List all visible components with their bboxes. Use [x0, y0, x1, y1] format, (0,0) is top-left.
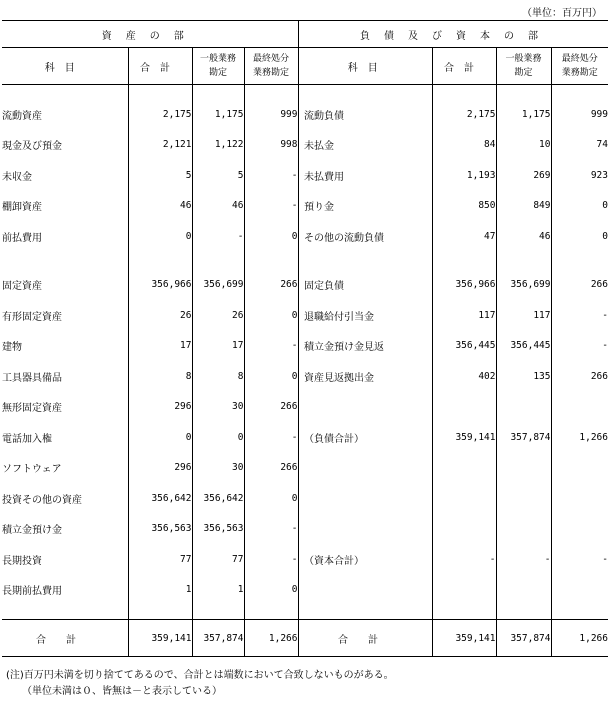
liabilities-total: 356,445 [432, 331, 496, 362]
liabilities-general: - [496, 544, 551, 575]
liabilities-total [432, 392, 496, 423]
assets-general: 77 [192, 544, 244, 575]
liabilities-total: - [432, 544, 496, 575]
liabilities-total: 117 [432, 300, 496, 331]
liab-grand-total: 359,141 [432, 620, 496, 657]
liabilities-label: 固定負債 [304, 281, 344, 293]
assets-final: 266 [244, 270, 298, 301]
liabilities-final: 1,266 [551, 422, 608, 453]
assets-total: 356,966 [128, 270, 192, 301]
assets-general: 26 [192, 300, 244, 331]
assets-total: 8 [128, 361, 192, 392]
assets-total: 26 [128, 300, 192, 331]
assets-general: 356,699 [192, 270, 244, 301]
liab-total-header: 合計 [444, 62, 484, 74]
assets-total: 0 [128, 221, 192, 252]
liabilities-label [304, 514, 432, 545]
assets-final: 0 [244, 483, 298, 514]
assets-total: 2,121 [128, 130, 192, 161]
assets-general: 17 [192, 331, 244, 362]
liabilities-general [496, 453, 551, 484]
liab-general-header-2: 勘定 [514, 68, 533, 78]
balance-sheet-table [2, 20, 608, 657]
liabilities-label: 未払費用 [304, 171, 344, 183]
assets-label: 長期前払費用 [2, 586, 62, 598]
liabilities-total: 402 [432, 361, 496, 392]
assets-label: 工具器具備品 [2, 372, 62, 384]
column-header-row [2, 48, 608, 85]
assets-general: - [192, 221, 244, 252]
liabilities-final [551, 575, 608, 606]
assets-subject-header: 科目 [44, 62, 85, 74]
assets-final: 0 [244, 300, 298, 331]
assets-final: - [244, 514, 298, 545]
liabilities-label: 退職給付引当金 [304, 311, 374, 323]
spacer-row [2, 605, 608, 620]
liabilities-general: 849 [496, 191, 551, 222]
liabilities-total [432, 575, 496, 606]
liabilities-final: - [551, 300, 608, 331]
liabilities-final [551, 483, 608, 514]
liabilities-final: - [551, 331, 608, 362]
table-row [2, 392, 608, 423]
assets-label: 流動資産 [2, 110, 42, 122]
liabilities-label [304, 392, 432, 423]
assets-final: - [244, 422, 298, 453]
liabilities-general [496, 514, 551, 545]
liab-final-header-2: 業務勘定 [561, 68, 598, 78]
assets-general: 1,122 [192, 130, 244, 161]
assets-general: 46 [192, 191, 244, 222]
liabilities-final [551, 514, 608, 545]
liabilities-total: 850 [432, 191, 496, 222]
liabilities-total [432, 453, 496, 484]
assets-label: 現金及び預金 [2, 141, 62, 153]
liab-total-label: 合計 [304, 620, 432, 657]
assets-general: 356,642 [192, 483, 244, 514]
table-row [2, 483, 608, 514]
liabilities-general: 357,874 [496, 422, 551, 453]
assets-label: 投資その他の資産 [2, 494, 82, 506]
liabilities-total: 1,193 [432, 160, 496, 191]
assets-label: 前払費用 [2, 232, 42, 244]
assets-total: 296 [128, 453, 192, 484]
assets-general: 356,563 [192, 514, 244, 545]
liabilities-general: 356,699 [496, 270, 551, 301]
liabilities-label: 預り金 [304, 202, 334, 214]
assets-label: ソフトウェア [2, 464, 62, 476]
liabilities-label: （資本合計） [304, 555, 364, 567]
liabilities-label: 積立金預け金見返 [304, 342, 384, 354]
liabilities-label: 未払金 [304, 141, 334, 153]
liabilities-label [304, 453, 432, 484]
assets-total: 46 [128, 191, 192, 222]
liabilities-general: 10 [496, 130, 551, 161]
liabilities-general: 135 [496, 361, 551, 392]
liabilities-final: 74 [551, 130, 608, 161]
liabilities-total: 47 [432, 221, 496, 252]
liab-general-header-1: 一般業務 [505, 54, 542, 64]
table-row [2, 544, 608, 575]
liabilities-total: 356,966 [432, 270, 496, 301]
assets-label: 電話加入権 [2, 433, 52, 445]
liab-grand-general: 357,874 [496, 620, 551, 657]
table-row [2, 361, 608, 392]
assets-total: 0 [128, 422, 192, 453]
liabilities-final: - [551, 544, 608, 575]
footnote-line-1: (注)百万円未満を切り捨ててあるので、合計とは端数において合致しないものがある。 [6, 670, 394, 681]
assets-label: 固定資産 [2, 281, 42, 293]
assets-label: 長期投資 [2, 555, 42, 567]
assets-total: 356,642 [128, 483, 192, 514]
spacer-row [2, 85, 608, 100]
table-row [2, 300, 608, 331]
assets-final-header-2: 業務勘定 [252, 68, 289, 78]
footnote [6, 668, 394, 700]
liabilities-final: 0 [551, 191, 608, 222]
liab-subject-header: 科目 [347, 62, 388, 74]
liab-final-header-1: 最終処分 [561, 54, 598, 64]
liabilities-final: 266 [551, 270, 608, 301]
liabilities-label: （負債合計） [304, 433, 364, 445]
assets-total: 296 [128, 392, 192, 423]
assets-grand-final: 1,266 [244, 620, 298, 657]
table-row [2, 130, 608, 161]
table-row [2, 191, 608, 222]
liabilities-final: 999 [551, 99, 608, 130]
assets-label: 未収金 [2, 171, 32, 183]
gap-row [2, 252, 608, 270]
assets-general: 1,175 [192, 99, 244, 130]
assets-total: 1 [128, 575, 192, 606]
assets-total: 17 [128, 331, 192, 362]
assets-general: 0 [192, 422, 244, 453]
assets-label: 無形固定資産 [2, 403, 62, 415]
grand-total-row [2, 620, 608, 657]
liabilities-final [551, 392, 608, 423]
table-row [2, 331, 608, 362]
liabilities-final: 266 [551, 361, 608, 392]
assets-final: - [244, 331, 298, 362]
table-row [2, 575, 608, 606]
liabilities-general [496, 575, 551, 606]
liabilities-total: 2,175 [432, 99, 496, 130]
assets-general: 30 [192, 392, 244, 423]
assets-final: 0 [244, 575, 298, 606]
liabilities-label: 資産見返拠出金 [304, 372, 374, 384]
assets-final: 266 [244, 392, 298, 423]
table-body [2, 85, 608, 620]
assets-final: - [244, 160, 298, 191]
table-row [2, 160, 608, 191]
liabilities-general: 356,445 [496, 331, 551, 362]
assets-section-header: 資産の部 [2, 21, 298, 48]
assets-final: 0 [244, 361, 298, 392]
table-row [2, 422, 608, 453]
assets-grand-general: 357,874 [192, 620, 244, 657]
liabilities-section-header: 負債及び資本の部 [304, 21, 608, 48]
assets-general-header-2: 勘定 [208, 68, 227, 78]
assets-label: 積立金預け金 [2, 525, 62, 537]
assets-final: - [244, 544, 298, 575]
assets-final: 999 [244, 99, 298, 130]
liabilities-general [496, 483, 551, 514]
assets-label: 棚卸資産 [2, 202, 42, 214]
assets-label: 建物 [2, 342, 22, 354]
liabilities-general: 46 [496, 221, 551, 252]
table-row [2, 453, 608, 484]
table-row [2, 99, 608, 130]
assets-final-header-1: 最終処分 [252, 54, 289, 64]
assets-final: - [244, 191, 298, 222]
assets-label: 有形固定資産 [2, 311, 62, 323]
assets-final: 266 [244, 453, 298, 484]
liabilities-general: 117 [496, 300, 551, 331]
table-row [2, 221, 608, 252]
assets-general: 30 [192, 453, 244, 484]
liabilities-total: 359,141 [432, 422, 496, 453]
assets-total: 2,175 [128, 99, 192, 130]
liabilities-final [551, 453, 608, 484]
assets-grand-total: 359,141 [128, 620, 192, 657]
unit-note: （単位：百万円） [522, 8, 602, 19]
assets-general: 5 [192, 160, 244, 191]
assets-total: 356,563 [128, 514, 192, 545]
table-row [2, 270, 608, 301]
section-header-row [2, 21, 608, 48]
liabilities-final: 923 [551, 160, 608, 191]
liabilities-total [432, 514, 496, 545]
liabilities-general: 1,175 [496, 99, 551, 130]
liabilities-label [304, 483, 432, 514]
assets-total-header: 合計 [140, 62, 180, 74]
assets-final: 998 [244, 130, 298, 161]
liabilities-label [304, 575, 432, 606]
assets-general: 8 [192, 361, 244, 392]
liabilities-general [496, 392, 551, 423]
assets-general-header-1: 一般業務 [199, 54, 236, 64]
liabilities-general: 269 [496, 160, 551, 191]
assets-general: 1 [192, 575, 244, 606]
footnote-line-2: （単位未満は０、皆無は－と表示している） [22, 686, 222, 697]
liabilities-label: 流動負債 [304, 110, 344, 122]
liab-grand-final: 1,266 [551, 620, 608, 657]
assets-total: 77 [128, 544, 192, 575]
liabilities-total: 84 [432, 130, 496, 161]
assets-total: 5 [128, 160, 192, 191]
liabilities-label: その他の流動負債 [304, 232, 384, 244]
liabilities-total [432, 483, 496, 514]
liabilities-final: 0 [551, 221, 608, 252]
assets-total-label: 合計 [2, 620, 128, 657]
assets-final: 0 [244, 221, 298, 252]
table-row [2, 514, 608, 545]
